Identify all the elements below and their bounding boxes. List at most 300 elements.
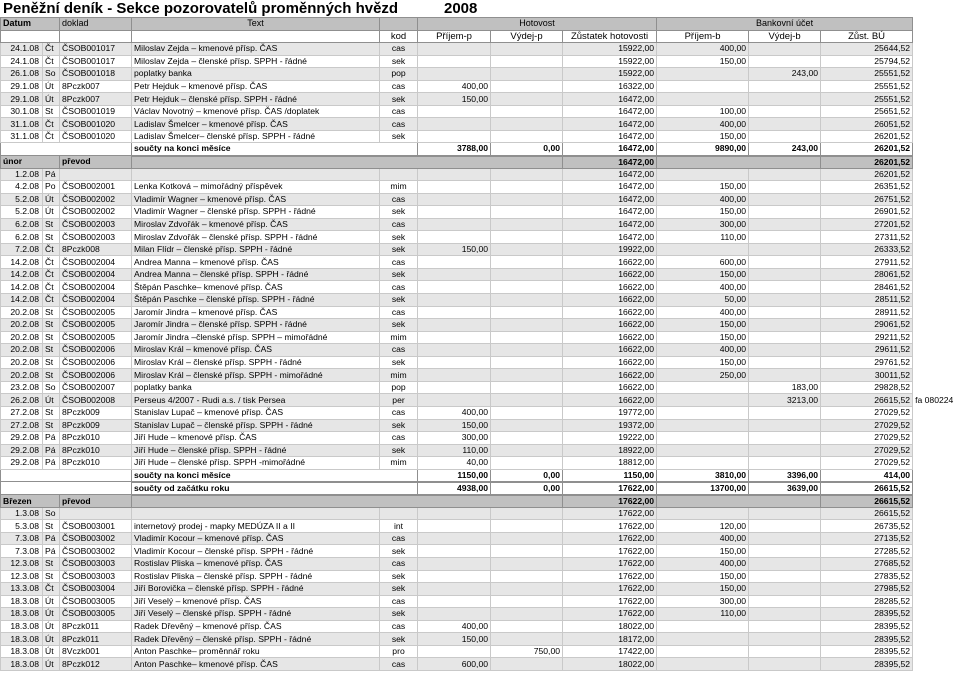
cell-day: St — [43, 331, 60, 344]
cell-prijem-b: 400,00 — [657, 532, 749, 545]
cell-prijem-b — [657, 93, 749, 106]
cell-vydej-b — [749, 294, 821, 307]
cell-vydej-p — [491, 43, 563, 56]
cell-zust-bu: 25551,52 — [821, 68, 913, 81]
cell-zustatek-hotovosti: 17622,00 — [563, 532, 657, 545]
cell-text: Miloslav Zejda – členské přísp. SPPH - řádné — [132, 55, 380, 68]
cell-vydej-b — [749, 268, 821, 281]
cell-day: St — [43, 570, 60, 583]
cell-prijem-b — [657, 620, 749, 633]
cell-vydej-b — [749, 331, 821, 344]
cell-zustatek-hotovosti: 16472,00 — [563, 181, 657, 194]
cell-day: Po — [43, 181, 60, 194]
cell-kod: sek — [380, 231, 418, 244]
cell-vydej-p — [491, 68, 563, 81]
cell-vydej-b — [749, 105, 821, 118]
cell-day: St — [43, 218, 60, 231]
cell-vydej-b: 3213,00 — [749, 394, 821, 407]
cell-kod: cas — [380, 80, 418, 93]
cell-prijem-p — [418, 595, 491, 608]
cell-prevod: převod — [60, 156, 132, 169]
cell-vydej-b — [749, 633, 821, 646]
cell-doklad: 8Pczk009 — [60, 406, 132, 419]
cell-prijem-b: 400,00 — [657, 193, 749, 206]
cell-text: Jiří Borovička – členské přísp. SPPH - řádné — [132, 583, 380, 596]
cell-text: Václav Novotný – kmenové přísp. ČAS /doplatek — [132, 105, 380, 118]
cell-day: Út — [43, 658, 60, 671]
cell-zust-bu: 26735,52 — [821, 520, 913, 533]
cell-zustatek-hotovosti: 18022,00 — [563, 620, 657, 633]
cell-zust-bu: 28395,52 — [821, 645, 913, 658]
cell-day: Čt — [43, 294, 60, 307]
cell-empty — [657, 156, 821, 169]
cell-zustatek-hotovosti: 17622,00 — [563, 583, 657, 596]
cell-text: Jiří Hude – členské přísp. SPPH -mimořádné — [132, 457, 380, 470]
cell-kod: sek — [380, 243, 418, 256]
cell-vydej-p — [491, 595, 563, 608]
cell-day: St — [43, 356, 60, 369]
cell-vydej-p — [491, 432, 563, 445]
cell-date: 5.2.08 — [1, 206, 43, 219]
cell-prijem-b — [657, 406, 749, 419]
cell-day: So — [43, 507, 60, 520]
cell-vydej-b — [749, 507, 821, 520]
cell-date: 24.1.08 — [1, 55, 43, 68]
cell-text: Miroslav Zdvořák – členské přísp. SPPH - řádné — [132, 231, 380, 244]
cell-day: Čt — [43, 55, 60, 68]
cell-kod: cas — [380, 306, 418, 319]
cell-zust-bu: 27985,52 — [821, 583, 913, 596]
cell-zustatek-hotovosti: 16472,00 — [563, 156, 657, 169]
cell-date: 23.2.08 — [1, 381, 43, 394]
cell-date: 7.2.08 — [1, 243, 43, 256]
cell-zustatek-hotovosti: 17622,00 — [563, 482, 657, 495]
cell-zust-bu: 29611,52 — [821, 344, 913, 357]
cell-text: Lenka Kotková – mimořádný příspěvek — [132, 181, 380, 194]
col-header-doklad: doklad — [60, 18, 132, 31]
cell-doklad: 8Vczk001 — [60, 645, 132, 658]
cell-vydej-b — [749, 193, 821, 206]
cell-prijem-p — [418, 55, 491, 68]
cell-zustatek-hotovosti: 16472,00 — [563, 206, 657, 219]
table-row — [1, 319, 913, 332]
cell-text: Vladimír Wagner – kmenové přísp. ČAS — [132, 193, 380, 206]
cell-zust-bu: 27685,52 — [821, 557, 913, 570]
cell-doklad: ČSOB002005 — [60, 331, 132, 344]
cell-day: Út — [43, 595, 60, 608]
cell-empty — [1, 482, 132, 495]
cell-zustatek-hotovosti: 18022,00 — [563, 658, 657, 671]
table-row — [1, 356, 913, 369]
cell-doklad: 8Pczk010 — [60, 444, 132, 457]
cell-doklad: ČSOB003004 — [60, 583, 132, 596]
cell-day: Út — [43, 633, 60, 646]
cell-vydej-p — [491, 80, 563, 93]
cell-prijem-b — [657, 645, 749, 658]
month-row — [1, 156, 913, 169]
cell-date: 29.2.08 — [1, 432, 43, 445]
cell-vydej-p — [491, 658, 563, 671]
cell-text: Štěpán Paschke– kmenové přísp. ČAS — [132, 281, 380, 294]
cell-vydej-b: 3396,00 — [749, 469, 821, 482]
cell-prijem-b: 100,00 — [657, 105, 749, 118]
cell-zust-bu: 25651,52 — [821, 105, 913, 118]
cell-vydej-b — [749, 168, 821, 181]
cell-kod: cas — [380, 256, 418, 269]
cell-vydej-p — [491, 507, 563, 520]
cell-kod: mim — [380, 457, 418, 470]
cell-kod: sek — [380, 55, 418, 68]
cell-zust-bu: 28395,52 — [821, 620, 913, 633]
cell-vydej-p — [491, 608, 563, 621]
cell-prijem-p — [418, 570, 491, 583]
cell-day: St — [43, 419, 60, 432]
cell-doklad: ČSOB001018 — [60, 68, 132, 81]
cell-vydej-b: 3639,00 — [749, 482, 821, 495]
table-row — [1, 80, 913, 93]
cell-zustatek-hotovosti: 16622,00 — [563, 306, 657, 319]
cell-text: Stanislav Lupač – kmenové přísp. ČAS — [132, 406, 380, 419]
cell-zustatek-hotovosti: 17622,00 — [563, 608, 657, 621]
cell-zustatek-hotovosti: 15922,00 — [563, 55, 657, 68]
col-header-datum: Datum — [1, 18, 60, 31]
cell-kod: sek — [380, 419, 418, 432]
cell-text — [132, 168, 380, 181]
table-row — [1, 545, 913, 558]
cell-day: St — [43, 406, 60, 419]
cell-zust-bu: 28285,52 — [821, 595, 913, 608]
table-row — [1, 306, 913, 319]
cell-day: Čt — [43, 118, 60, 131]
cell-date: 20.2.08 — [1, 319, 43, 332]
cell-date: 14.2.08 — [1, 268, 43, 281]
cell-vydej-b: 243,00 — [749, 143, 821, 156]
cell-day: St — [43, 319, 60, 332]
cell-prijem-p — [418, 181, 491, 194]
cell-prijem-b: 600,00 — [657, 256, 749, 269]
cell-prijem-b: 150,00 — [657, 319, 749, 332]
cell-zust-bu: 28461,52 — [821, 281, 913, 294]
cell-zustatek-hotovosti: 17622,00 — [563, 520, 657, 533]
cell-doklad: ČSOB001020 — [60, 130, 132, 143]
cell-zust-bu: 26201,52 — [821, 168, 913, 181]
cell-zustatek-hotovosti: 1150,00 — [563, 469, 657, 482]
cell-day: Pá — [43, 532, 60, 545]
cell-zust-bu: 27029,52 — [821, 406, 913, 419]
page-title: Peněžní deník - Sekce pozorovatelů proměnných hvězd — [3, 0, 399, 17]
cell-kod: sek — [380, 206, 418, 219]
cell-doklad — [60, 507, 132, 520]
cell-date: 13.3.08 — [1, 583, 43, 596]
cell-doklad: 8Pczk007 — [60, 93, 132, 106]
cell-vydej-p — [491, 281, 563, 294]
cell-zust-bu: 26201,52 — [821, 130, 913, 143]
cell-date: 14.2.08 — [1, 294, 43, 307]
cell-zust-bu: 27285,52 — [821, 545, 913, 558]
cell-prijem-b — [657, 444, 749, 457]
cell-day: Út — [43, 93, 60, 106]
cell-kod: sek — [380, 93, 418, 106]
cell-vydej-p — [491, 206, 563, 219]
table-row: 26.2.08 Út ČSOB002008 Perseus 4/2007 - Rudi a.s. / tisk Persea per 16622,00 3213,00 26615,52 fa 080224 — [1, 394, 913, 407]
cell-zustatek-hotovosti: 16622,00 — [563, 344, 657, 357]
cell-vydej-p — [491, 181, 563, 194]
cell-empty — [657, 495, 821, 508]
cell-kod: sek — [380, 268, 418, 281]
col-header-vydej-p: Výdej-p — [491, 30, 563, 43]
cell-date: 7.3.08 — [1, 532, 43, 545]
cell-text: Miroslav Zdvořák – kmenové přísp. ČAS — [132, 218, 380, 231]
cell-vydej-p — [491, 557, 563, 570]
cell-doklad: 8Pczk010 — [60, 457, 132, 470]
cell-vydej-p: 0,00 — [491, 482, 563, 495]
cell-day: Pá — [43, 168, 60, 181]
cell-zust-bu: 25644,52 — [821, 43, 913, 56]
cell-date: 18.3.08 — [1, 620, 43, 633]
cell-vydej-b — [749, 620, 821, 633]
cell-zustatek-hotovosti: 19222,00 — [563, 432, 657, 445]
cell-month: únor — [1, 156, 60, 169]
cell-sum-label: součty na konci měsíce — [132, 469, 418, 482]
cell-date: 1.3.08 — [1, 507, 43, 520]
cell-zustatek-hotovosti: 16622,00 — [563, 294, 657, 307]
cell-prijem-p: 1150,00 — [418, 469, 491, 482]
cell-kod: sek — [380, 294, 418, 307]
cell-date: 5.2.08 — [1, 193, 43, 206]
cell-prijem-b: 300,00 — [657, 595, 749, 608]
cell-prijem-p: 400,00 — [418, 406, 491, 419]
cell-prijem-b: 150,00 — [657, 206, 749, 219]
cell-prijem-p — [418, 231, 491, 244]
cell-vydej-p — [491, 231, 563, 244]
cell-zustatek-hotovosti: 15922,00 — [563, 68, 657, 81]
cell-zustatek-hotovosti: 15922,00 — [563, 43, 657, 56]
cell-vydej-p: 0,00 — [491, 469, 563, 482]
cell-kod: pop — [380, 381, 418, 394]
ledger-table — [0, 17, 954, 671]
cell-prijem-p — [418, 520, 491, 533]
cell-vydej-b — [749, 256, 821, 269]
cell-date: 27.2.08 — [1, 406, 43, 419]
cell-day: Čt — [43, 256, 60, 269]
cell-day: St — [43, 557, 60, 570]
cell-zustatek-hotovosti: 18922,00 — [563, 444, 657, 457]
cell-kod: sek — [380, 319, 418, 332]
table-row — [1, 281, 913, 294]
cell-doklad: ČSOB002003 — [60, 231, 132, 244]
cell-zustatek-hotovosti: 16472,00 — [563, 231, 657, 244]
cell-doklad: ČSOB003005 — [60, 595, 132, 608]
cell-day: Út — [43, 645, 60, 658]
cell-vydej-p — [491, 306, 563, 319]
cell-date: 29.1.08 — [1, 93, 43, 106]
cell-vydej-b — [749, 432, 821, 445]
cell-day: Čt — [43, 281, 60, 294]
cell-prijem-b: 400,00 — [657, 557, 749, 570]
table-row — [1, 130, 913, 143]
cell-zust-bu: 28911,52 — [821, 306, 913, 319]
cell-prijem-b — [657, 457, 749, 470]
table-row — [1, 243, 913, 256]
cell-text: Miroslav Král – členské přísp. SPPH - řádné — [132, 356, 380, 369]
cell-prijem-b: 150,00 — [657, 181, 749, 194]
cell-zustatek-hotovosti: 16622,00 — [563, 256, 657, 269]
cell-vydej-p — [491, 256, 563, 269]
cell-zustatek-hotovosti: 16622,00 — [563, 281, 657, 294]
cell-zustatek-hotovosti: 16622,00 — [563, 394, 657, 407]
cell-vydej-b — [749, 55, 821, 68]
cell-prijem-p — [418, 319, 491, 332]
cell-prijem-b: 400,00 — [657, 43, 749, 56]
cell-month: Březen — [1, 495, 60, 508]
cell-kod: sek — [380, 570, 418, 583]
cell-date: 18.3.08 — [1, 595, 43, 608]
cell-zust-bu: 27029,52 — [821, 444, 913, 457]
cell-doklad: ČSOB003002 — [60, 532, 132, 545]
cell-date: 18.3.08 — [1, 658, 43, 671]
cell-doklad: ČSOB003001 — [60, 520, 132, 533]
cell-date: 18.3.08 — [1, 645, 43, 658]
cell-doklad: 8Pczk012 — [60, 658, 132, 671]
cell-zustatek-hotovosti: 16472,00 — [563, 105, 657, 118]
cell-kod: mim — [380, 369, 418, 382]
cell-text: Jaromír Jindra – členské přísp. SPPH - řádné — [132, 319, 380, 332]
cell-prijem-p — [418, 557, 491, 570]
cell-doklad: ČSOB001020 — [60, 118, 132, 131]
cell-zust-bu: 27311,52 — [821, 231, 913, 244]
cell-vydej-b — [749, 281, 821, 294]
cell-kod: int — [380, 520, 418, 533]
cell-day: Pá — [43, 444, 60, 457]
cell-vydej-p — [491, 381, 563, 394]
cell-date: 20.2.08 — [1, 306, 43, 319]
cell-vydej-b — [749, 444, 821, 457]
cell-prijem-p: 40,00 — [418, 457, 491, 470]
cell-zust-bu: 26051,52 — [821, 118, 913, 131]
cell-date: 6.2.08 — [1, 231, 43, 244]
cell-kod: cas — [380, 620, 418, 633]
cell-doklad: 8Pczk008 — [60, 243, 132, 256]
cell-vydej-b — [749, 206, 821, 219]
cell-date: 20.2.08 — [1, 344, 43, 357]
cell-kod: cas — [380, 432, 418, 445]
table-row — [1, 633, 913, 646]
cell-text: Miroslav Král – kmenové přísp. ČAS — [132, 344, 380, 357]
table-row — [1, 583, 913, 596]
cell-day: St — [43, 369, 60, 382]
cell-vydej-b — [749, 583, 821, 596]
cell-vydej-b: 243,00 — [749, 68, 821, 81]
cell-kod: cas — [380, 658, 418, 671]
cell-zust-bu: 414,00 — [821, 469, 913, 482]
title-row — [0, 0, 959, 17]
sum-row — [1, 143, 913, 156]
cell-text: Miloslav Zejda – kmenové přísp. ČAS — [132, 43, 380, 56]
cell-vydej-b — [749, 457, 821, 470]
cell-prijem-b — [657, 419, 749, 432]
cell-vydej-b — [749, 306, 821, 319]
cell-zustatek-hotovosti: 19372,00 — [563, 419, 657, 432]
table-row — [1, 331, 913, 344]
cell-day: Út — [43, 394, 60, 407]
cell-prijem-b — [657, 68, 749, 81]
cell-doklad: ČSOB002005 — [60, 319, 132, 332]
cell-zustatek-hotovosti: 16322,00 — [563, 80, 657, 93]
cell-kod: mim — [380, 331, 418, 344]
cell-kod: sek — [380, 583, 418, 596]
cell-vydej-b: 183,00 — [749, 381, 821, 394]
cell-zust-bu: 29061,52 — [821, 319, 913, 332]
cell-zust-bu: 29761,52 — [821, 356, 913, 369]
cell-prijem-b — [657, 381, 749, 394]
cell-prijem-b: 150,00 — [657, 55, 749, 68]
cell-vydej-b — [749, 243, 821, 256]
cell-prijem-p: 150,00 — [418, 243, 491, 256]
cell-prijem-p — [418, 256, 491, 269]
cell-day: St — [43, 520, 60, 533]
table-row — [1, 570, 913, 583]
cell-sum-label: součty od začátku roku — [132, 482, 418, 495]
cell-text: Vladimír Kocour – členské přísp. SPPH - řádné — [132, 545, 380, 558]
cell-kod: pro — [380, 645, 418, 658]
cell-zust-bu: 25551,52 — [821, 93, 913, 106]
cell-prijem-p — [418, 394, 491, 407]
cell-zustatek-hotovosti: 16472,00 — [563, 130, 657, 143]
cell-zust-bu: 28395,52 — [821, 608, 913, 621]
cell-kod: sek — [380, 545, 418, 558]
cell-vydej-p — [491, 243, 563, 256]
cell-vydej-b — [749, 532, 821, 545]
cell-prijem-p — [418, 583, 491, 596]
cell-date: 4.2.08 — [1, 181, 43, 194]
cell-text: poplatky banka — [132, 68, 380, 81]
cell-day: Pá — [43, 432, 60, 445]
table-row — [1, 520, 913, 533]
table-row — [1, 457, 913, 470]
cell-prijem-p — [418, 168, 491, 181]
table-row — [1, 419, 913, 432]
cell-date: 27.2.08 — [1, 419, 43, 432]
table-row — [1, 68, 913, 81]
cell-prijem-p: 600,00 — [418, 658, 491, 671]
cell-kod: mim — [380, 181, 418, 194]
cell-doklad: ČSOB001017 — [60, 55, 132, 68]
cell-zustatek-hotovosti: 19922,00 — [563, 243, 657, 256]
table-row — [1, 256, 913, 269]
cell-prijem-p — [418, 68, 491, 81]
cell-vydej-p — [491, 93, 563, 106]
col-header-prijem-p: Příjem-p — [418, 30, 491, 43]
header-row-1 — [1, 18, 913, 31]
table-row — [1, 444, 913, 457]
cell-zust-bu: 26751,52 — [821, 193, 913, 206]
cell-zust-bu: 27029,52 — [821, 457, 913, 470]
cell-prijem-p: 110,00 — [418, 444, 491, 457]
cell-day: Út — [43, 206, 60, 219]
cell-date: 29.2.08 — [1, 444, 43, 457]
cell-vydej-p — [491, 620, 563, 633]
ledger-body — [1, 43, 954, 671]
cell-text: Radek Dřevěný – kmenové přísp. ČAS — [132, 620, 380, 633]
cell-text: Jaromír Jindra – kmenové přísp. ČAS — [132, 306, 380, 319]
cell-text: Jiří Hude – kmenové přísp. ČAS — [132, 432, 380, 445]
cell-prijem-b: 250,00 — [657, 369, 749, 382]
cell-zust-bu: 30011,52 — [821, 369, 913, 382]
cell-doklad: ČSOB002003 — [60, 218, 132, 231]
cell-day: Čt — [43, 43, 60, 56]
cell-kod: cas — [380, 118, 418, 131]
col-header-zust-bu: Zůst. BÚ — [821, 30, 913, 43]
